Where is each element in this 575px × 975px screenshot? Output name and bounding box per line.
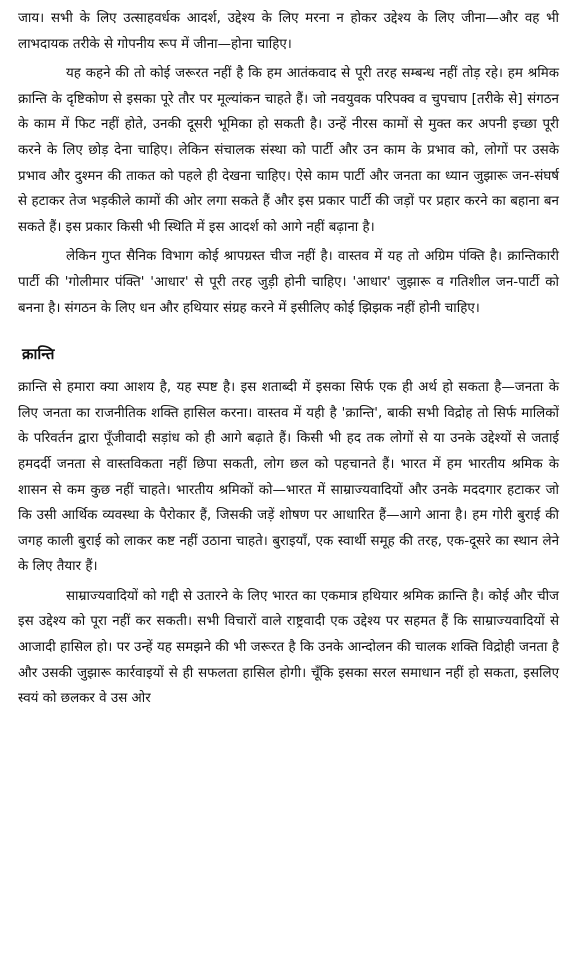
paragraph: साम्राज्यवादियों को गद्दी से उतारने के लिए भारत का एकमात्र हथियार श्रमिक क्रान्ति है। कोई और चीज इस उद्देश्य को पूरा नहीं कर सकती। सभी विचारों वाले राष्ट्रवादी एक उद्देश्य पर सहमत हैं कि साम्राज्यवादियों से आजादी हासिल हो। पर उन्हें यह समझने की भी जरूरत है कि उनके आन्दोलन की चालक शक्ति विद्रोही जनता है और उसकी जुझारू कार्रवाइयों से ही सफलता हासिल होगी। चूँकि इसका सरल समाधान नहीं हो सकता, इसलिए स्वयं को छलकर वे उस ओर xyxy=(18,588,559,707)
paragraph: यह कहने की तो कोई जरूरत नहीं है कि हम आतंकवाद से पूरी तरह सम्बन्ध नहीं तोड़ रहे। हम श्रमिक क्रान्ति के दृष्टिकोण से इसका पूरे तौर पर मूल्यांकन चाहते हैं। जो नवयुवक परिपक्व व चुपचाप [तरीके से] संगठन के काम में फिट नहीं होते, उनकी दूसरी भूमिका हो सकती है। उन्हें नीरस कामों से मुक्त कर अपनी इच्छा पूरी करने के लिए छोड़ देना चाहिए। लेकिन संचालक संस्था को पार्टी और उन काम के प्रभाव को, लोगों पर उसके प्रभाव और दुश्मन की ताकत को पहले ही देखना चाहिए। ऐसे काम पार्टी और जनता का ध्यान जुझारू जन-संघर्ष से हटाकर तेज भड़कीले कामों की ओर लगा सकते हैं और इस प्रकार पार्टी की जड़ों पर प्रहार करने का बहाना बन सकते हैं। इस प्रकार किसी भी स्थिति में इस आदर्श को आगे नहीं बढ़ाना है। xyxy=(18,66,559,235)
paragraph: लेकिन गुप्त सैनिक विभाग कोई श्रापग्रस्त चीज नहीं है। वास्तव में यह तो अग्रिम पंक्ति है। क्रान्तिकारी पार्टी की 'गोलीमार पंक्ति' 'आधार' से पूरी तरह जुड़ी होनी चाहिए। 'आधार' जुझारू व गतिशील जन-पार्टी को बनना है। संगठन के लिए धन और हथियार संग्रह करने में इसीलिए कोई झिझक नहीं होनी चाहिए। xyxy=(18,249,559,316)
section-heading: क्रान्ति xyxy=(22,345,55,364)
paragraph: जाय। सभी के लिए उत्साहवर्धक आदर्श, उद्देश्य के लिए मरना न होकर उद्देश्य के लिए जीना—और वह भी लाभदायक तरीके से गोपनीय रूप में जीना—होना चाहिए। xyxy=(18,11,559,52)
paragraph: क्रान्ति से हमारा क्या आशय है, यह स्पष्ट है। इस शताब्दी में इसका सिर्फ एक ही अर्थ हो सकता है—जनता के लिए जनता का राजनीतिक शक्ति हासिल करना। वास्तव में यही है 'क्रान्ति', बाकी सभी विद्रोह तो सिर्फ मालिकों के परिवर्तन द्वारा पूँजीवादी सड़ांध को ही आगे बढ़ाते हैं। किसी भी हद तक लोगों से या उनके उद्देश्यों से जताई हमदर्दी जनता से वास्तविकता नहीं छिपा सकती, लोग छल को पहचानते हैं। भारत में हम भारतीय श्रमिक के शासन से कम कुछ नहीं चाहते। भारतीय श्रमिकों को—भारत में साम्राज्यवादियों और उनके मददगार हटाकर जो कि उसी आर्थिक व्यवस्था के पैरोकार हैं, जिसकी जड़ें शोषण पर आधारित हैं—आगे आना है। हम गोरी बुराई की जगह काली बुराई को लाकर कष्ट नहीं उठाना चाहते। बुराइयाँ, एक स्वार्थी समूह की तरह, एक-दूसरे का स्थान लेने के लिए तैयार हैं। xyxy=(18,380,559,575)
